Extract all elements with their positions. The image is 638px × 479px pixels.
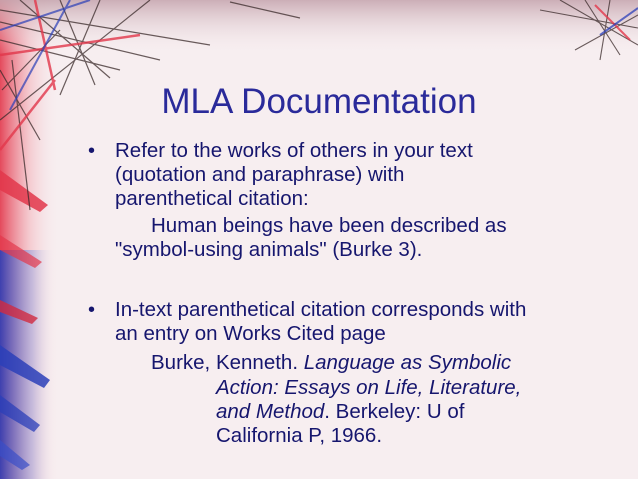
bullet-marker: • [88,140,96,162]
citation-author: Burke, Kenneth. [151,351,304,374]
bullet-2-line-1: In-text parenthetical citation corresponds with [115,298,527,321]
citation-line-1 [151,351,511,375]
example-quote-line-2: "symbol-using animals" (Burke 3). [115,238,423,261]
bullet-1-line-2: (quotation and paraphrase) with [115,163,405,186]
citation-publisher: . Berkeley: U of [324,400,465,423]
bullet-1-line-1: Refer to the works of others in your text [115,139,473,162]
citation-line-2: Action: Essays on Life, Literature, [216,376,522,399]
bullet-1-line-3: parenthetical citation: [115,187,309,210]
slide-title: MLA Documentation [161,82,477,121]
citation-line-4: California P, 1966. [216,424,383,447]
bullet-2-line-2: an entry on Works Cited page [115,322,386,345]
citation-line-3 [216,400,464,424]
citation-title-end: and Method [216,400,325,423]
bullet-marker: • [88,299,96,321]
example-quote-line-1: Human beings have been described as [151,214,507,237]
citation-title: Language as Symbolic [303,351,512,374]
